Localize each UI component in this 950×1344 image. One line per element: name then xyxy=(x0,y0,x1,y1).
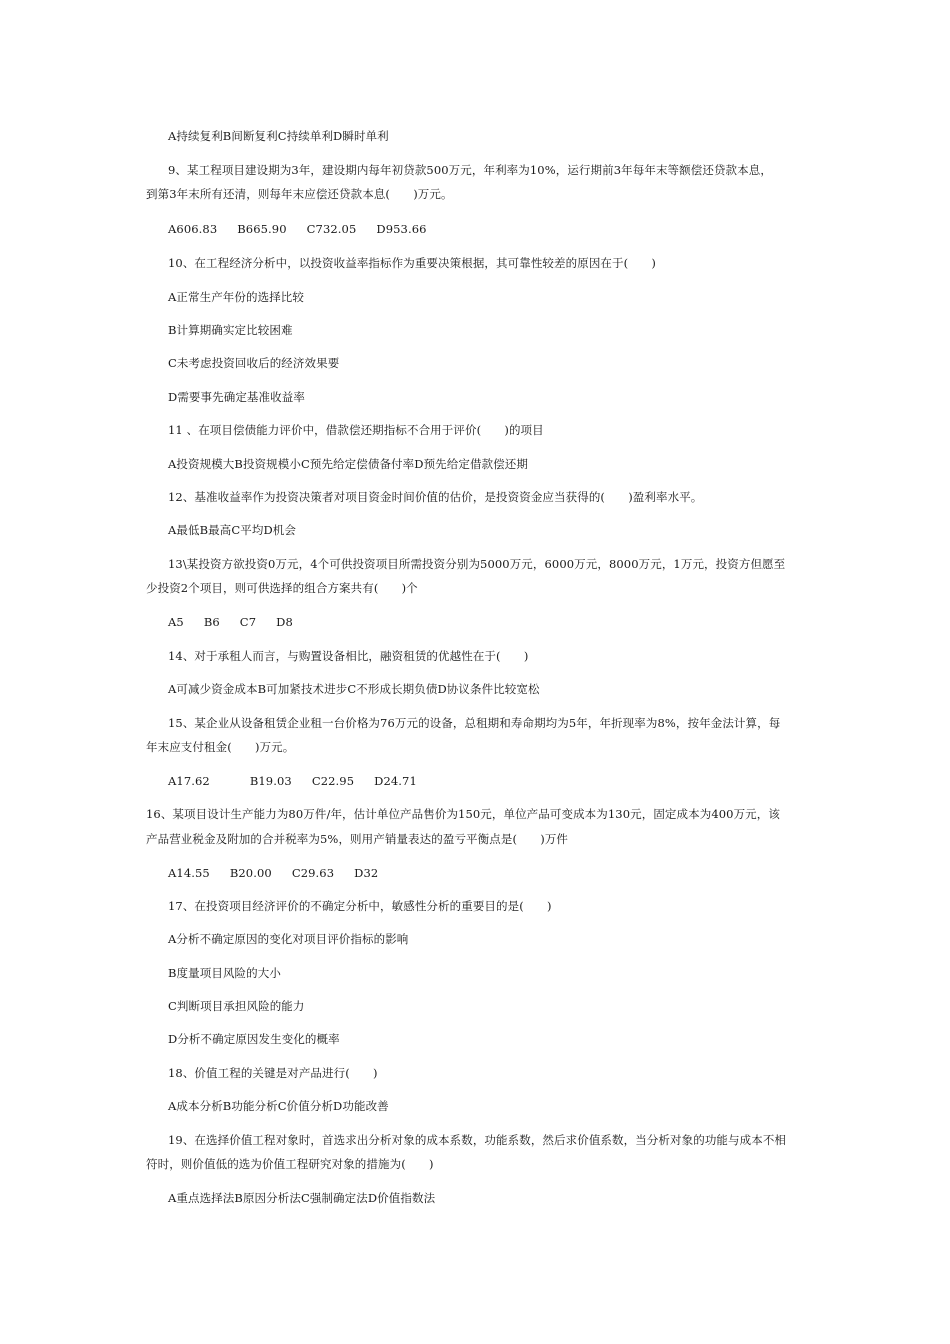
q10-option-a: A正常生产年份的选择比较 xyxy=(168,290,305,304)
q15-option-d: D24.71 xyxy=(374,774,417,788)
q15-option-a: A17.62 xyxy=(168,774,210,788)
q13-option-d: D8 xyxy=(276,615,293,629)
q15-option-b: B19.03 xyxy=(249,774,292,788)
q9-option-d: D953.66 xyxy=(376,222,427,236)
q13-option-a: A5 xyxy=(168,615,184,629)
q13-text-line2: 少投资2个项目，则可供选择的组合方案共有( )个 xyxy=(146,581,418,595)
q9-option-a: A606.83 xyxy=(168,222,218,236)
q15-option-c: C22.95 xyxy=(311,774,355,788)
q16-option-c: C29.63 xyxy=(291,866,335,880)
q19-options: A重点选择法B原因分析法C强制确定法D价值指数法 xyxy=(168,1191,436,1205)
q15-options xyxy=(168,773,417,789)
q17-option-b: B度量项目风险的大小 xyxy=(168,966,281,980)
q16-option-b: B20.00 xyxy=(229,866,272,880)
q16-option-d: D32 xyxy=(354,866,379,880)
q11-options: A投资规模大B投资规模小C预先给定偿债备付率D预先给定借款偿还期 xyxy=(168,457,528,471)
q13-text-line1: 13\某投资方欲投资0万元，4个可供投资项目所需投资分别为5000万元，6000万元，8000万元，1万元，投资方但愿至 xyxy=(168,557,786,571)
q10-text: 10、在工程经济分析中，以投资收益率指标作为重要决策根据，其可靠性较差的原因在于( ) xyxy=(168,256,657,270)
q17-text: 17、在投资项目经济评价的不确定分析中，敏感性分析的重要目的是( ) xyxy=(168,899,552,913)
q12-text: 12、基准收益率作为投资决策者对项目资金时间价值的估价，是投资资金应当获得的( )盈利率水平。 xyxy=(168,490,703,504)
q11-text: 11 、在项目偿债能力评价中，借款偿还期指标不合用于评价( )的项目 xyxy=(168,423,544,437)
q18-options: A成本分析B功能分析C价值分析D功能改善 xyxy=(168,1099,389,1113)
q15-text-line2: 年末应支付租金( )万元。 xyxy=(146,740,295,754)
q8-options: A持续复利B间断复利C持续单利D瞬时单利 xyxy=(168,129,389,143)
q12-options: A最低B最高C平均D机会 xyxy=(168,523,296,537)
q17-option-c: C判断项目承担风险的能力 xyxy=(168,999,305,1013)
q9-options xyxy=(168,221,427,237)
q14-text: 14、对于承租人而言，与购置设备相比，融资租赁的优越性在于( ) xyxy=(168,649,529,663)
q14-options: A可减少资金成本B可加紧技术进步C不形成长期负债D协议条件比较宽松 xyxy=(168,682,540,696)
q19-text-line1: 19、在选择价值工程对象时，首选求出分析对象的成本系数，功能系数，然后求价值系数，当分析对象的功能与成本不相 xyxy=(168,1133,787,1147)
q9-text-line2: 到第3年末所有还清，则每年末应偿还贷款本息( )万元。 xyxy=(146,187,453,201)
q16-text-line1: 16、某项目设计生产能力为80万件/年，估计单位产品售价为150元，单位产品可变成本为130元，固定成本为400万元，该 xyxy=(146,807,780,821)
q10-option-c: C未考虑投资回收后的经济效果要 xyxy=(168,356,340,370)
q15-text-line1: 15、某企业从设备租赁企业租一台价格为76万元的设备，总租期和寿命期均为5年，年折现率为8%，按年金法计算，每 xyxy=(168,716,781,730)
q13-options xyxy=(168,614,293,630)
q10-option-b: B计算期确实定比较困难 xyxy=(168,323,293,337)
q16-text-line2: 产品营业税金及附加的合并税率为5%，则用产销量表达的盈亏平衡点是( )万件 xyxy=(146,832,569,846)
q9-text-line1: 9、某工程项目建设期为3年，建设期内每年初贷款500万元，年利率为10%，运行期前3年每年末等额偿还贷款本息， xyxy=(168,163,772,177)
q17-option-a: A分析不确定原因的变化对项目评价指标的影响 xyxy=(168,932,409,946)
q16-option-a: A14.55 xyxy=(168,866,210,880)
q19-text-line2: 符时，则价值低的选为价值工程研究对象的措施为( ) xyxy=(146,1157,434,1171)
q17-option-d: D分析不确定原因发生变化的概率 xyxy=(168,1032,340,1046)
q9-option-b: B665.90 xyxy=(237,222,287,236)
q18-text: 18、价值工程的关键是对产品进行( ) xyxy=(168,1066,378,1080)
q13-option-c: C7 xyxy=(239,615,257,629)
q16-options xyxy=(168,865,378,881)
q13-option-b: B6 xyxy=(203,615,220,629)
q10-option-d: D需要事先确定基准收益率 xyxy=(168,390,305,404)
q9-option-c: C732.05 xyxy=(306,222,357,236)
